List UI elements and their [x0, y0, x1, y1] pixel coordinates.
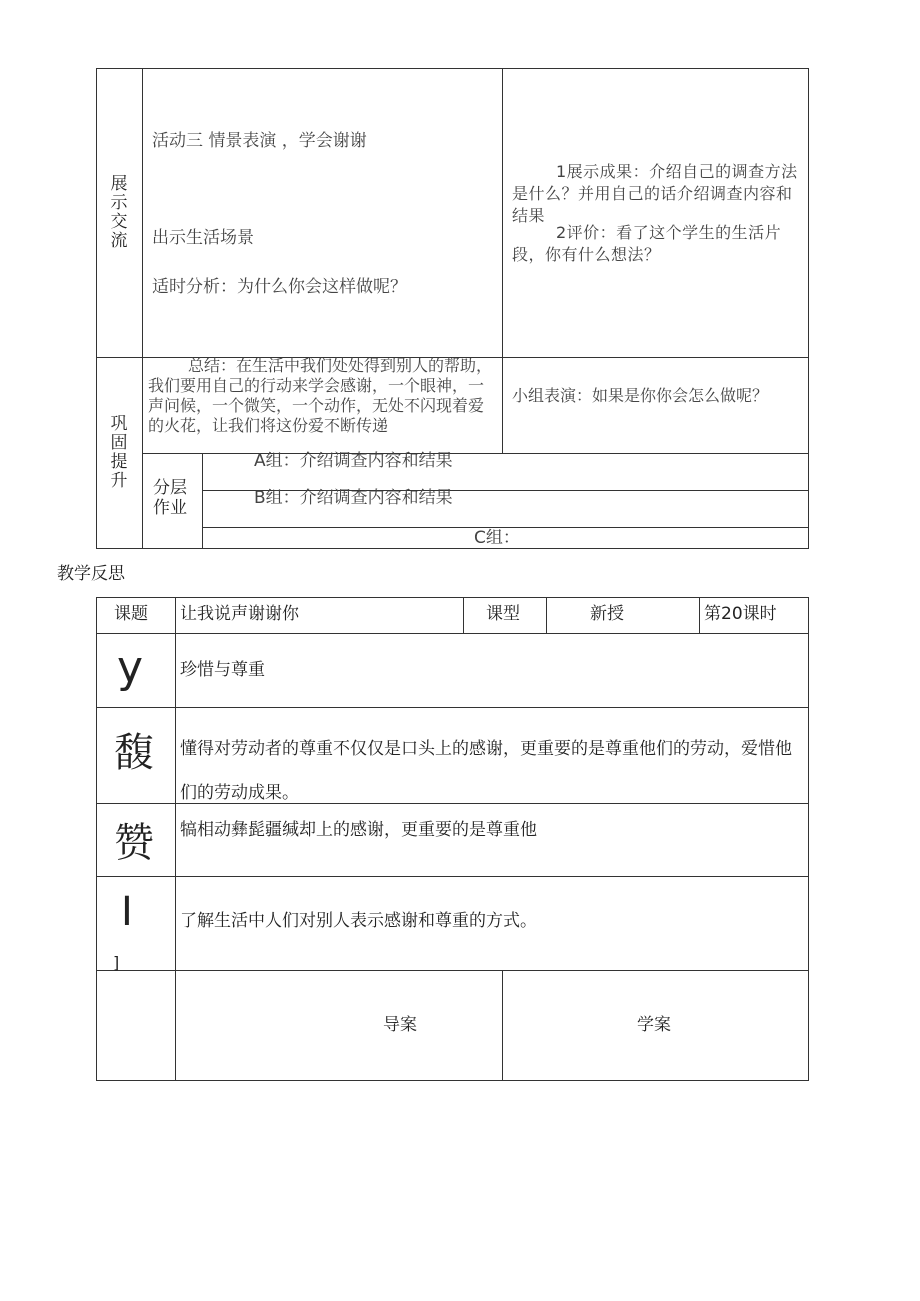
row-glyph: y	[117, 642, 144, 693]
row-glyph-sub: ]	[113, 953, 120, 972]
homework-group-c: C组：	[474, 528, 520, 548]
row-text: 了解生活中人们对别人表示感谢和尊重的方式。	[180, 911, 537, 931]
homework-group-b: B组：介绍调查内容和结果	[254, 488, 453, 508]
type-value: 新授	[590, 604, 624, 624]
period-value: 第20课时	[704, 604, 777, 624]
table2-row-divider	[96, 633, 809, 634]
row-glyph: 赞	[114, 820, 154, 866]
row-text: 犒相动彝髭疆缄却上的感谢，更重要的是尊重他	[180, 820, 537, 840]
scene-text: 出示生活场景	[152, 228, 254, 248]
reflection-title: 教学反思	[57, 564, 125, 584]
guide-label: 导案	[383, 1015, 417, 1035]
table1-col-divider	[502, 68, 503, 453]
row-glyph: I	[121, 889, 133, 935]
table1-col-divider	[142, 68, 143, 549]
analysis-text: 适时分析：为什么你会这样做呢？	[152, 277, 407, 297]
activity-title: 活动三 情景表演 ，学会谢谢	[152, 131, 367, 151]
section-label-consolidate: 巩固提升	[110, 414, 128, 491]
summary-text: 总结：在生活中我们处处得到别人的帮助，我们要用自己的行动来学会感谢，一个眼神，一声问候，一个微笑，一个动作，无处不闪现着爱的火花，让我们将这份爱不断传递	[148, 356, 493, 435]
section-label-display: 展示交流	[110, 174, 128, 251]
table1-col-divider	[202, 453, 203, 549]
table2-row-divider	[96, 970, 809, 971]
row-text: 珍惜与尊重	[180, 660, 265, 680]
layered-homework-label: 分层作业	[153, 478, 187, 518]
type-label: 课型	[486, 604, 520, 624]
table2-col-divider	[699, 597, 700, 633]
table2-row-divider	[96, 707, 809, 708]
student-activity-1: 1展示成果：介绍自己的调查方法是什么？并用自己的话介绍调查内容和结果	[512, 162, 798, 225]
table2-col-divider	[463, 597, 464, 633]
row-text: 懂得对劳动者的尊重不仅仅是口头上的感谢，更重要的是尊重他们的劳动，爱惜他们的劳动成果。	[180, 739, 792, 803]
topic-label: 课题	[114, 604, 148, 624]
table2-row-divider	[96, 876, 809, 877]
study-label: 学案	[637, 1015, 671, 1035]
table2-col-divider	[502, 970, 503, 1081]
row-glyph: 馥	[114, 730, 154, 776]
table2-col-divider	[175, 597, 176, 1081]
group-performance: 小组表演：如果是你你会怎么做呢？	[512, 386, 769, 405]
student-activity-2: 2评价：看了这个学生的生活片段，你有什么想法？	[512, 223, 782, 264]
topic-value: 让我说声谢谢你	[180, 604, 299, 624]
homework-group-a: A组：介绍调查内容和结果	[254, 451, 453, 471]
table2-col-divider	[546, 597, 547, 633]
table1-row-divider	[142, 453, 809, 454]
